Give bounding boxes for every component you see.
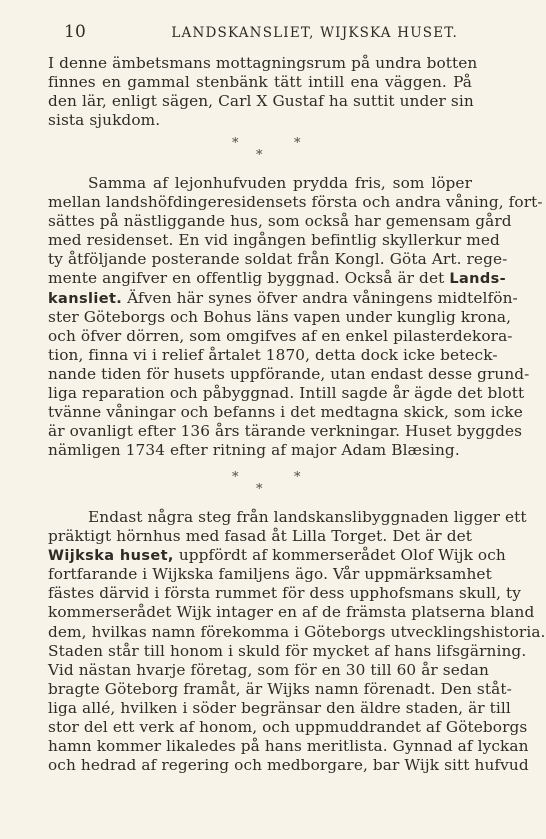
text-line: sista sjukdom. <box>48 111 161 130</box>
text-line: bragte Göteborg framåt, är Wijks namn förenadt. Den ståt- <box>48 679 512 698</box>
text-line <box>48 269 507 288</box>
text-line <box>48 288 518 308</box>
paragraph-mottagningsrum <box>48 54 478 130</box>
paragraph-landskansliet <box>48 174 543 460</box>
text-line: ty åtföljande posterande soldat från Kongl. Göta Art. rege- <box>48 250 508 269</box>
text-line: tvänne våningar och befanns i det medtagna skick, som icke <box>48 403 523 422</box>
text-line: finnes en gammal stenbänk tätt intill ena väggen. På <box>48 73 472 92</box>
separator-star: * <box>232 136 239 151</box>
section-separator <box>0 471 520 501</box>
text-span: uppfördt af kommerserådet Olof Wijk och <box>178 546 506 565</box>
text-line: är ovanligt efter 136 års tärande verkningar. Huset byggdes <box>48 422 523 441</box>
text-line: med residenset. En vid ingången befintlig skyllerkur med <box>48 231 500 250</box>
text-line: och öfver dörren, som omgifves af en enkel pilasterdekora- <box>48 326 513 345</box>
text-line: Vid nästan hvarje företag, som för en 30 till 60 år sedan <box>48 660 489 679</box>
text-line: mellan landshöfdingeresidensets första och andra våning, fort- <box>48 193 543 212</box>
text-span: mente angifver en offentlig byggnad. Också är det <box>48 269 445 288</box>
text-line: kommerserådet Wijk intager en af de främsta platserna bland <box>48 603 535 622</box>
page-number: 10 <box>64 22 87 42</box>
text-line: nande tiden för husets uppförande, utan endast desse grund- <box>48 364 530 383</box>
text-line: ster Göteborgs och Bohus läns vapen under kunglig krona, <box>48 307 512 326</box>
text-line: fortfarande i Wijkska familjens ägo. Vår uppmärksamhet <box>48 565 492 584</box>
separator-star: * <box>256 148 263 163</box>
separator-star: * <box>294 470 301 485</box>
text-line: dem, hvilkas namn förekomma i Göteborgs utvecklingshistoria. <box>48 622 546 641</box>
running-head-title: LANDSKANSLIET, WIJKSKA HUSET. <box>171 25 458 41</box>
text-line: Staden står till honom i skuld för mycket af hans lifsgärning. <box>48 641 527 660</box>
text-line: sättes på nästliggande hus, som också har gemensam gård <box>48 212 512 231</box>
text-line: hamn kommer likaledes på hans meritlista. Gynnad af lyckan <box>48 737 529 756</box>
text-line: den lär, enligt sägen, Carl X Gustaf ha suttit under sin <box>48 92 474 111</box>
text-line: stor del ett verk af honom, och uppmuddrandet af Göteborgs <box>48 718 528 737</box>
text-line: I denne ämbetsmans mottagningsrum på undra botten <box>48 54 478 72</box>
bold-word: Lands- <box>449 271 507 288</box>
text-line: nämligen 1734 efter ritning af major Adam Blæsing. <box>48 441 460 460</box>
running-header <box>64 22 474 44</box>
text-line <box>48 546 506 565</box>
text-line: Samma af lejonhufvuden prydda fris, som löper <box>88 174 472 192</box>
text-line: och hedrad af regering och medborgare, bar Wijk sitt hufvud <box>48 756 529 775</box>
text-line: liga allé, hvilken i söder begränsar den äldre staden, är till <box>48 698 511 717</box>
text-line: tion, finna vi i relief årtalet 1870, detta dock icke beteck- <box>48 345 498 364</box>
separator-star: * <box>256 482 263 497</box>
bold-word: Wijkska huset, <box>48 548 174 565</box>
section-separator <box>0 137 520 167</box>
separator-star: * <box>232 470 239 485</box>
bold-word: kansliet. <box>48 290 123 307</box>
paragraph-wijkska-huset <box>48 508 546 775</box>
text-span: Äfven här synes öfver andra våningens midtelfön- <box>127 288 518 307</box>
text-line: präktigt hörnhus med fasad åt Lilla Torget. Det är det <box>48 527 472 546</box>
text-line: Endast några steg från landskanslibyggnaden ligger ett <box>88 508 527 526</box>
text-line: fästes därvid i första rummet för dess upphofsmans skull, ty <box>48 584 522 603</box>
text-line: liga reparation och påbyggnad. Intill sagde år ägde det blott <box>48 384 525 403</box>
separator-star: * <box>294 136 301 151</box>
